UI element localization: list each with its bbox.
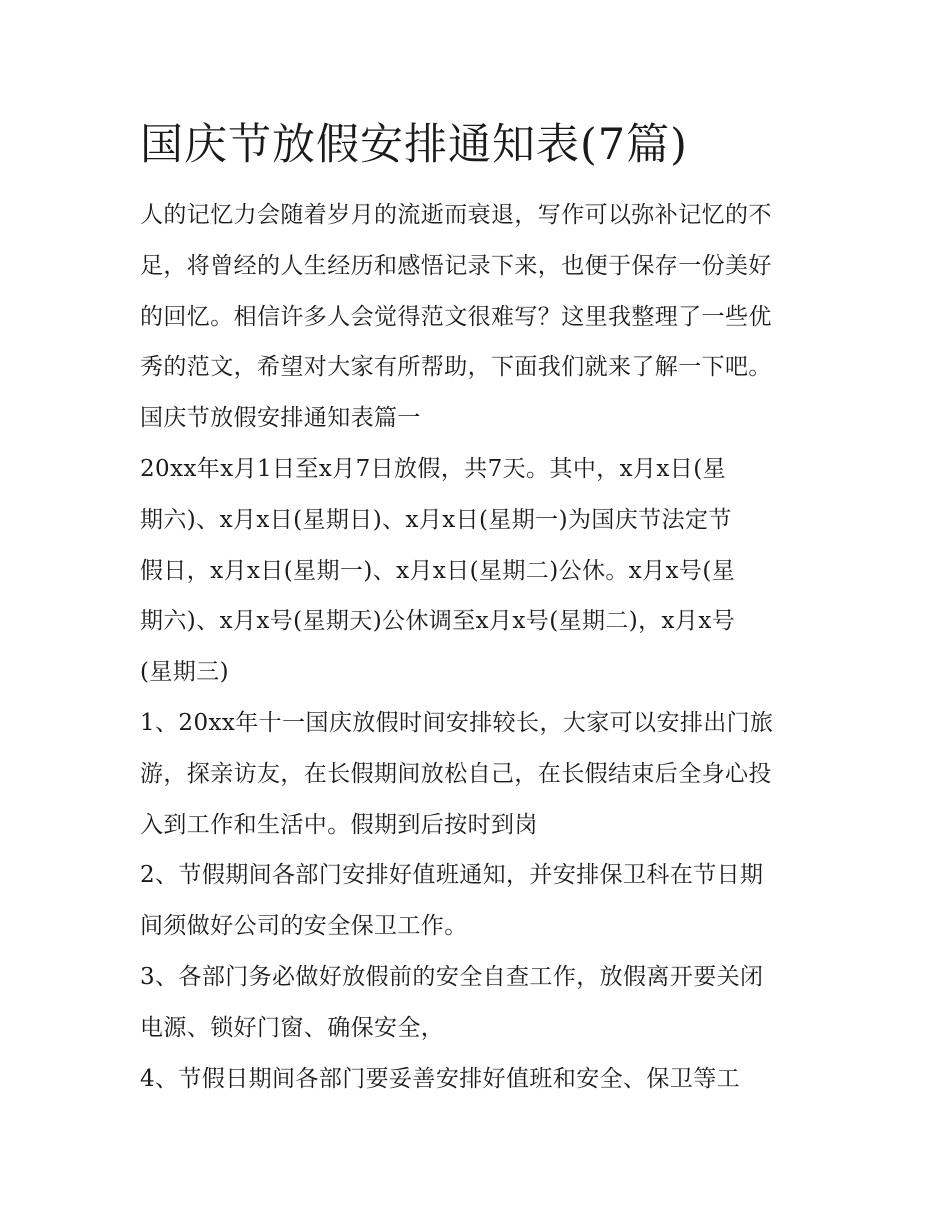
body-line: 间须做好公司的安全保卫工作。	[140, 913, 468, 940]
list-item-4: 4、节假日期间各部门要妥善安排好值班和安全、保卫等工	[140, 1065, 741, 1092]
body-line: 期六)、x月x日(星期日)、x月x日(星期一)为国庆节法定节	[140, 506, 732, 533]
body-line: (星期三)	[140, 659, 229, 686]
body-line: 20xx年x月1日至x月7日放假，共7天。其中，x月x日(星	[140, 455, 726, 482]
body-line: 人的记忆力会随着岁月的流逝而衰退，写作可以弥补记忆的不	[140, 202, 772, 228]
body-line: 的回忆。相信许多人会觉得范文很难写？这里我整理了一些优	[140, 303, 772, 330]
body-line: 游，探亲访友，在长假期间放松自己，在长假结束后全身心投	[140, 760, 772, 787]
document-title: 国庆节放假安排通知表(7篇)	[140, 120, 688, 170]
body-line: 期六)、x月x号(星期天)公休调至x月x号(星期二)，x月x号	[140, 608, 736, 635]
body-line: 秀的范文，希望对大家有所帮助，下面我们就来了解一下吧。	[140, 354, 772, 381]
section-heading: 国庆节放假安排通知表篇一	[140, 405, 421, 432]
body-line: 入到工作和生活中。假期到后按时到岗	[140, 811, 538, 838]
list-item-2: 2、节假期间各部门安排好值班通知，并安排保卫科在节日期	[140, 862, 764, 889]
list-item-3: 3、各部门务必做好放假前的安全自查工作，放假离开要关闭	[140, 963, 764, 990]
body-line: 足，将曾经的人生经历和感悟记录下来，也便于保存一份美好	[140, 252, 772, 279]
list-item-1: 1、20xx年十一国庆放假时间安排较长，大家可以安排出门旅	[140, 709, 774, 736]
body-line: 假日，x月x日(星期一)、x月x日(星期二)公休。x月x号(星	[140, 557, 736, 584]
document-body	[140, 190, 830, 1104]
document-page	[140, 112, 830, 1104]
body-line: 电源、锁好门窗、确保安全，	[140, 1014, 445, 1041]
